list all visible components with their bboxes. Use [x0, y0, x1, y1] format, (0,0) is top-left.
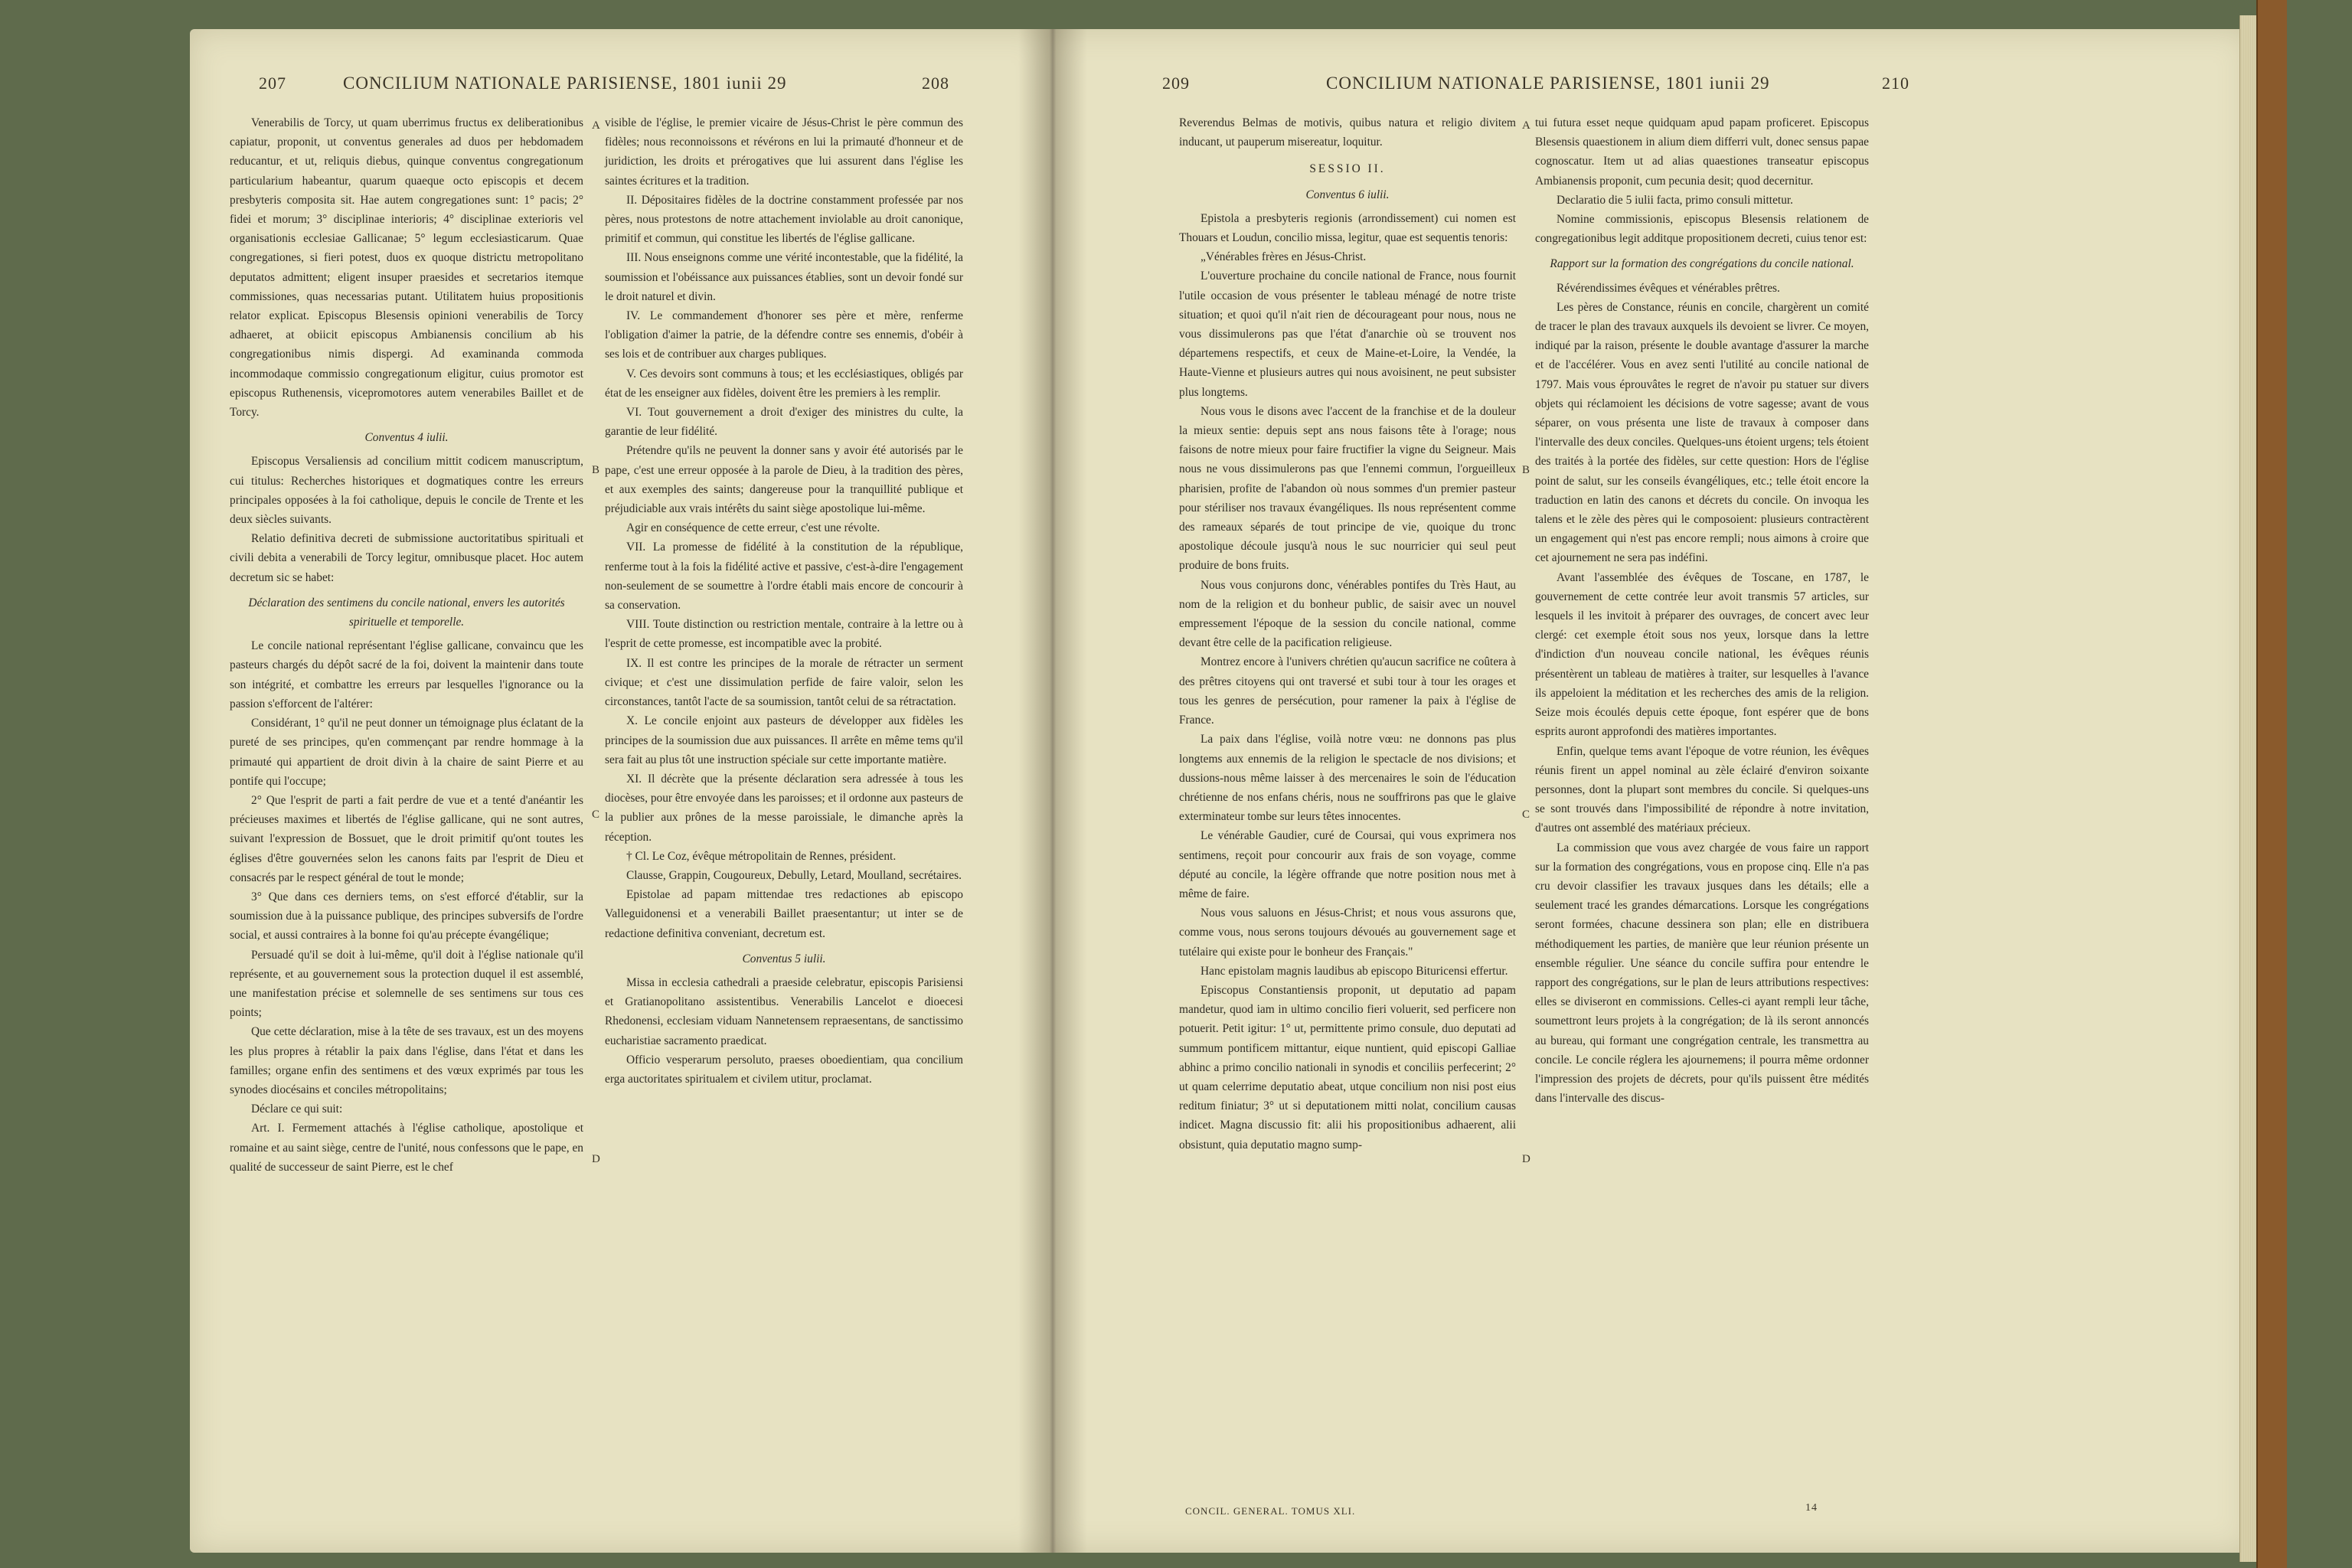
right-page-column-1: [1179, 113, 1516, 1155]
left-col2-paragraph: Missa in ecclesia cathedrali a praeside celebratur, episcopis Parisiensi et Gratianopolitano assistentibus. Venerabilis Lancelot e dioecesi Rhedonensi, ecclesiam viduam Nannetensem repraesentans, de sanctissimo eucharistiae sacramento praedicat.: [605, 975, 963, 1047]
margin-marker-b-right: B: [1522, 464, 1530, 476]
right-col1-paragraph: SESSIO II.: [1309, 162, 1386, 176]
left-col1-paragraph: Episcopus Versaliensis ad concilium mittit codicem manuscriptum, cui titulus: Recherches historiques et dogmatiques contre les erreurs principales opposées à la foi catholique, depuis le concile de Trente et les deux siècles suivants.: [230, 455, 583, 527]
left-col2-paragraph: V. Ces devoirs sont communs à tous; et les ecclésiastiques, obligés par état de les enseigner aux fidèles, doivent être les premiers à les remplir.: [605, 367, 963, 400]
right-col1-paragraph: La paix dans l'église, voilà notre vœu: ne donnons pas plus longtems aux ennemis de la religion le spectacle de nos divisions; et dussions-nous même laisser à des mercenaires le soin de l'éducation chrétienne de nos enfans chéris, nous ne souffrirons pas que le glaive exterminateur tombe sur leurs têtes innocentes.: [1179, 733, 1516, 824]
left-col2-paragraph: IV. Le commandement d'honorer ses père et mère, renferme l'obligation d'aimer la patrie, de la défendre contre ses ennemis, d'obéir à ses lois et de contribuer aux charges publiques.: [605, 309, 963, 361]
page-number-207: 207: [259, 74, 286, 93]
left-col1-paragraph: Conventus 4 iulii.: [364, 431, 449, 445]
right-col2-paragraph: Les pères de Constance, réunis en concile, chargèrent un comité de tracer le plan des travaux auxquels ils devoient se livrer. Ce moyen, indiqué par la raison, présente le double avantage d'assurer la marche et de l'accélérer. Vous en avez senti l'utilité au concile national de 1797. Mais vous éprouvâtes le regret de n'avoir pu statuer sur divers objets qui réclamoient les décisions de votre sagesse; avant de vous séparer, on vous présenta une liste de travaux à composer dans l'intervalle des deux conciles. Quelques-uns étoient urgens; tels étoient des traités à la portée des fidèles, sur cette question: Hors de l'église point de salut, sur les conseils évangéliques, etc.; telle étoit encore la traduction en latin des canons et décrets du concile. On invoqua les talens et le zèle des pères qui le composoient: plusieurs contractèrent un engagement qui n'est pas encore rempli; nous aimons à croire que cet ajournement ne sera pas indéfini.: [1535, 300, 1869, 565]
right-col1-paragraph: Epistola a presbyteris regionis (arrondissement) cui nomen est Thouars et Loudun, concilio missa, legitur, quae est sequentis tenoris:: [1179, 211, 1516, 245]
left-col2-paragraph: † Cl. Le Coz, évêque métropolitain de Rennes, président.: [626, 849, 897, 863]
left-page-column-2: [605, 113, 963, 1089]
page-number-210: 210: [1882, 74, 1909, 93]
right-col1-paragraph: Episcopus Constantiensis proponit, ut deputatio ad papam mandetur, quod iam in ultimo concilio fieri voluerit, sed perficere non potuerit. Petit igitur: 1° ut, permittente primo consule, duo deputati ad summum pontificem mittantur, eique nuntient, quid episcopi Galliae abhinc a primo concilio nationali in synodis et conciliis perfecerint; 2° ut quam celerrime deputatio abeat, utque concilium non nisi post eius reditum finiatur; 3° ut si deputationem mitti nolat, concilium causas indicet. Magna discussio fit: alii his propositionibus adhaerent, alii obsistunt, quia deputatio magno sump-: [1179, 983, 1516, 1152]
left-col2-paragraph: VII. La promesse de fidélité à la constitution de la république, renferme tout à la fois la fidélité active et passive, c'est-à-dire l'engagement non-seulement de se soumettre à l'ordre établi mais encore de concourir à sa conservation.: [605, 541, 963, 612]
margin-marker-c-right: C: [1522, 808, 1530, 821]
right-col1-paragraph: Hanc epistolam magnis laudibus ab episcopo Bituricensi effertur.: [1200, 964, 1508, 978]
page-number-208: 208: [922, 74, 949, 93]
right-col1-paragraph: Nous vous le disons avec l'accent de la franchise et de la douleur la mieux sentie: depuis sept ans nous faisons tête à l'orage; nous faisons de notre mieux pour faire fructifier la vigne du Seigneur. Mais nous ne vous dissimulerons pas que l'ennemi commun, l'orgueilleux pharisien, profite de l'abandon où nous sommes d'un premier pasteur pour stériliser nos travaux évangéliques. Ils nous représentent comme des rameaux séparés de tout principe de vie, quoique du tronc apostolique découle jusqu'à nous le suc nourricier qui seul peut produire de bons fruits.: [1179, 404, 1516, 573]
right-col2-paragraph: Rapport sur la formation des congrégations du concile national.: [1550, 257, 1854, 271]
left-col1-paragraph: Que cette déclaration, mise à la tête de ses travaux, est un des moyens les plus propres à rétablir la paix dans l'église, dans l'état et dans les familles; organe enfin des sentimens et des vœux exprimés par tous les synodes diocésains et conciles métropolitains;: [230, 1025, 583, 1096]
margin-marker-d: D: [592, 1153, 600, 1165]
page-number-209: 209: [1162, 74, 1190, 93]
left-col1-paragraph: Considérant, 1° qu'il ne peut donner un témoignage plus éclatant de la pureté de ses principes, qu'en commençant par rendre hommage à la primauté qui appartient de droit divin à la chaire de saint Pierre et au pontife qui l'occupe;: [230, 717, 583, 788]
left-col2-paragraph: II. Dépositaires fidèles de la doctrine constamment professée par nos pères, nous protestons de notre attachement inviolable au droit canonique, primitif et commun, qui constitue les libertés de l'église gallicane.: [605, 193, 963, 246]
right-col1-paragraph: Conventus 6 iulii.: [1305, 188, 1390, 201]
left-col2-paragraph: Clausse, Grappin, Cougoureux, Debully, Letard, Moulland, secrétaires.: [626, 868, 962, 882]
left-col1-paragraph: 3° Que dans ces derniers tems, on s'est efforcé d'établir, sur la soumission due à la puissance publique, des principes subversifs de l'ordre social, et aussi contraires à la bonne foi qu'au précepte évangélique;: [230, 890, 583, 942]
left-col2-paragraph: XI. Il décrète que la présente déclaration sera adressée à tous les diocèses, pour être envoyée dans les paroisses; et il ordonne aux pasteurs de la publier aux prônes de la messe paroissiale, le dimanche après la réception.: [605, 772, 963, 844]
left-col1-paragraph: Relatio definitiva decreti de submissione auctoritatibus spirituali et civili debita a venerabili de Torcy legitur, omnibusque placet. Hoc autem decretum sic se habet:: [230, 532, 583, 584]
left-col1-paragraph: Venerabilis de Torcy, ut quam uberrimus fructus ex deliberationibus capiatur, proponit, ut conventus generales ad duos per hebdomadem reducantur, et ut, reliquis diebus, quinque conventus congregationum particularium habeantur, quarum quaeque octo episcopis et decem presbyteris composita sit. Hae autem congregationes sunt: 1° pacis; 2° fidei et morum; 3° disciplinae interioris; 4° disciplinae exterioris vel organisationis ecclesiae Gallicanae; 5° legum ecclesiasticarum. Quae congregationes, si fieri potest, duos ex quoque districtu metropolitano deputatos admittent; eligent insuper praesides et secretarios itemque commissiones, quas necessarias putant. Utilitatem huius propositionis relator explicat. Episcopus Blesensis opinioni venerabilis de Torcy adhaeret, at obiicit episcopus Ambianensis concilium ab his congregationibus nimis dispergi. Ad examinanda commoda incommodaque commissio congregationum eligitur, cuius promotor est episcopus Ruthenensis, vicepromotores autem venerabiles Baillet et de Torcy.: [230, 116, 583, 420]
right-col1-paragraph: Le vénérable Gaudier, curé de Coursai, qui vous exprimera nos sentimens, reçoit pour concourir aux frais de son voyage, comme député au concile, la légère offrande que notre position nous met à même de faire.: [1179, 829, 1516, 900]
margin-marker-d-right: D: [1522, 1153, 1530, 1165]
left-col1-paragraph: Le concile national représentant l'église gallicane, convaincu que les pasteurs chargés du dépôt sacré de la foi, doivent la maintenir dans toute son intégrité, et combattre les erreurs par lesquelles l'ignorance ou la passion s'efforcent de l'altérer:: [230, 639, 583, 710]
right-header-title: CONCILIUM NATIONALE PARISIENSE, 1801 iunii 29: [1326, 74, 1770, 93]
right-page-column-2: [1535, 113, 1869, 1108]
left-header-title: CONCILIUM NATIONALE PARISIENSE, 1801 iunii 29: [343, 74, 787, 93]
right-col2-paragraph: tui futura esset neque quidquam apud papam proficeret. Episcopus Blesensis quaestionem in alium diem differri vult, donec sensus papae cognoscatur. Item ut ad alias quaestiones transeatur episcopus Ambianensis proponit, cum pecunia desit; quod decernitur.: [1535, 116, 1869, 188]
right-col2-paragraph: Declaratio die 5 iulii facta, primo consuli mittetur.: [1557, 193, 1794, 207]
right-col2-paragraph: Avant l'assemblée des évêques de Toscane, en 1787, le gouvernement de cette contrée leur avoit transmis 57 articles, sur lesquels il les invitoit à préparer des ouvrages, de concert avec leur clergé: cet exemple étoit sous nos yeux, lorsque dans la lettre d'indiction d'un nouveau concile national, les évêques réunis présentèrent un tableau de matières à traiter, sur lesquelles à l'avance ils appeloient la méditation et les recherches des amis de la religion. Seize mois écoulés depuis cette époque, font espérer que de bons esprits auront approfondi des matières importantes.: [1535, 570, 1869, 739]
left-col2-paragraph: Conventus 5 iulii.: [742, 952, 826, 965]
right-col1-paragraph: Montrez encore à l'univers chrétien qu'aucun sacrifice ne coûtera à des prêtres citoyens qui ont traversé et subi tour à tour les orages et tous les genres de persécution, pour ramener la paix à l'église de France.: [1179, 655, 1516, 727]
left-col1-paragraph: Art. I. Fermement attachés à l'église catholique, apostolique et romaine et au saint siège, centre de l'unité, nous confessons que le pape, en qualité de successeur de saint Pierre, est le chef: [230, 1122, 583, 1174]
left-col2-paragraph: visible de l'église, le premier vicaire de Jésus-Christ le père commun des fidèles; nous reconnoissons et révérons en lui la primauté d'honneur et de juridiction, les droits et prérogatives que lui assurent dans l'église les saintes écritures et la tradition.: [605, 116, 963, 188]
left-col2-paragraph: Prétendre qu'ils ne peuvent la donner sans y avoir été autorisés par le pape, c'est une erreur opposée à la parole de Dieu, à la tradition des pères, et aux exemples des saints; dangereuse pour la tranquillité publique et préjudiciable aux vrais intérêts du saint siège apostolique lui-même.: [605, 444, 963, 516]
left-col1-paragraph: Déclaration des sentimens du concile national, envers les autorités spirituelle et temporelle.: [248, 596, 565, 629]
right-col2-paragraph: Révérendissimes évêques et vénérables prêtres.: [1557, 281, 1780, 295]
left-col1-paragraph: 2° Que l'esprit de parti a fait perdre de vue et a tenté d'anéantir les précieuses maximes et libertés de l'église gallicane, qui ne sont autres, suivant l'expression de Bossuet, que le droit primitif qu'ont toutes les églises d'être gouvernées selon les canons faits par l'esprit de Dieu et consacrés par le respect général de tout le monde;: [230, 793, 583, 884]
page-edges: [2239, 15, 2257, 1562]
margin-marker-a-right: A: [1522, 119, 1530, 132]
left-page-column-1: [230, 113, 583, 1177]
margin-marker-b: B: [592, 464, 600, 476]
right-col1-paragraph: L'ouverture prochaine du concile national de France, nous fournit l'utile occasion de vous présenter le tableau ménagé de notre triste situation; et quoi qu'il n'ait rien de décourageant pour nous, nous ne vous dissimulerons pas que l'état d'anarchie où se trouvent nos départemens respectifs, et ceux de Maine-et-Loire, la Vendée, la Haute-Vienne et plusieurs autres qui nous avoisinent, ne peut subsister plus longtems.: [1179, 270, 1516, 399]
right-col1-paragraph: Nous vous saluons en Jésus-Christ; et nous vous assurons que, comme vous, nous serons toujours dévoués au gouvernement sage et tutélaire qui existe pour le bonheur des Français.": [1179, 906, 1516, 959]
margin-marker-a: A: [592, 119, 600, 132]
left-col2-paragraph: VIII. Toute distinction ou restriction mentale, contraire à la lettre ou à l'esprit de cette promesse, est incompatible avec la probité.: [605, 618, 963, 651]
left-col2-paragraph: III. Nous enseignons comme une vérité incontestable, que la fidélité, la soumission et l'obéissance aux puissances établies, sont un devoir fondé sur le droit naturel et divin.: [605, 251, 963, 303]
footer-sheet-number: 14: [1805, 1502, 1818, 1514]
book-cover-edge: [2256, 0, 2287, 1568]
right-col1-paragraph: „Vénérables frères en Jésus-Christ.: [1200, 250, 1367, 264]
right-col2-paragraph: Enfin, quelque tems avant l'époque de votre réunion, les évêques réunis firent un appel nominal au zèle éclairé d'environ soixante personnes, dont la plupart sont membres du concile. Si quelques-uns se sont trouvés dans l'impossibilité de répondre à notre invitation, d'autres ont assemblé des matériaux précieux.: [1535, 744, 1869, 835]
left-col2-paragraph: IX. Il est contre les principes de la morale de rétracter un serment civique; et c'est une dissimulation perfide de faire valoir, selon les circonstances, tantôt l'acte de sa soumission, tantôt celui de sa rétractation.: [605, 656, 963, 709]
right-col2-paragraph: Nomine commissionis, episcopus Blesensis relationem de congregationibus legit additque propositionem decreti, cuius tenor est:: [1535, 213, 1869, 246]
footer-signature: CONCIL. GENERAL. TOMUS XLI.: [1185, 1505, 1356, 1517]
left-col2-paragraph: Agir en conséquence de cette erreur, c'est une révolte.: [626, 521, 880, 535]
right-col1-paragraph: Nous vous conjurons donc, vénérables pontifes du Très Haut, au nom de la religion et du bonheur public, de saisir avec un nouvel empressement l'époque de la session du concile national, comme devant être celle de la pacification religieuse.: [1179, 578, 1516, 650]
left-col1-paragraph: Persuadé qu'il se doit à lui-même, qu'il doit à l'église nationale qu'il représente, et au gouvernement sous la protection duquel il est assemblé, une manifestation précise et solemnelle de ses sentimens sur tous ces points;: [230, 948, 583, 1020]
left-col2-paragraph: Officio vesperarum persoluto, praeses oboedientiam, qua concilium erga auctoritates spiritualem et civilem utitur, proclamat.: [605, 1053, 963, 1086]
margin-marker-c: C: [592, 808, 600, 821]
left-col2-paragraph: X. Le concile enjoint aux pasteurs de développer aux fidèles les principes de la soumission due aux puissances. Il arrête en même tems qu'il sera fait au plus tôt une instruction spéciale sur cette importante matière.: [605, 714, 963, 766]
right-col2-paragraph: La commission que vous avez chargée de vous faire un rapport sur la formation des congrégations, vous en propose cinq. Elle n'a pas cru devoir classifier les travaux jusques dans les détails; elle a seulement tracé les grandes démarcations. Lorsque les congrégations seront formées, chacune dessinera son plan; elle en distribuera méthodiquement les parties, de manière que leur réunion présente un ensemble régulier. Une séance du concile suffira pour entendre le rapport des congrégations, sur le plan de leurs attributions respectives: elles se diviseront en commissions. Celles-ci ayant rempli leur tâche, soumettront leurs projets à la congrégation; de là ils seront annoncés au bureau, qui formant une congrégation centrale, les transmettra au concile. Le concile réglera les ajournemens; il pourra même ordonner l'impression des projets de décrets, pour qu'ils puissent être médités dans l'intervalle des discus-: [1535, 841, 1869, 1106]
right-col1-paragraph: Reverendus Belmas de motivis, quibus natura et religio divitem inducant, ut pauperum misereatur, loquitur.: [1179, 116, 1516, 149]
left-col2-paragraph: VI. Tout gouvernement a droit d'exiger des ministres du culte, la garantie de leur fidélité.: [605, 406, 963, 439]
left-col1-paragraph: Déclare ce qui suit:: [251, 1102, 343, 1116]
left-col2-paragraph: Epistolae ad papam mittendae tres redactiones ab episcopo Valleguidonensi et a venerabili Baillet praesentantur; ut inter se de redactione definitiva conveniant, decretum est.: [605, 888, 963, 940]
